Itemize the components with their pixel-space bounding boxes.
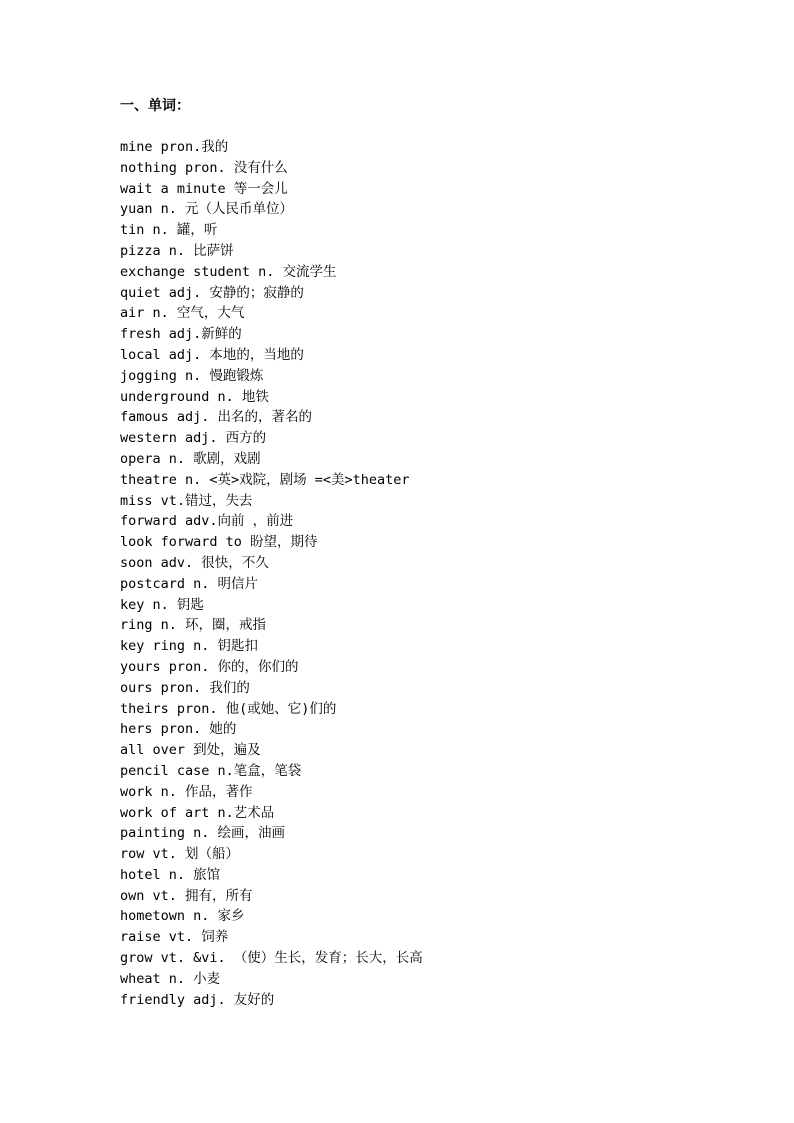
vocabulary-entry: hotel n. 旅馆 bbox=[120, 866, 221, 883]
vocabulary-entry: miss vt.错过，失去 bbox=[120, 492, 253, 509]
vocabulary-entry: row vt. 划（船） bbox=[120, 846, 240, 863]
vocabulary-entry: work n. 作品，著作 bbox=[120, 783, 253, 800]
vocabulary-entry: wait a minute 等一会儿 bbox=[120, 180, 288, 197]
vocabulary-entry: grow vt. &vi. （使）生长，发育；长大，长高 bbox=[120, 950, 423, 967]
vocabulary-entry: raise vt. 饲养 bbox=[120, 929, 229, 946]
vocabulary-entry: friendly adj. 友好的 bbox=[120, 991, 275, 1008]
vocabulary-entry: nothing pron. 没有什么 bbox=[120, 159, 288, 176]
vocabulary-entry: wheat n. 小麦 bbox=[120, 970, 221, 987]
vocabulary-entry: pizza n. 比萨饼 bbox=[120, 242, 234, 259]
vocabulary-entry: yuan n. 元（人民币单位） bbox=[120, 201, 294, 218]
vocabulary-entry: own vt. 拥有，所有 bbox=[120, 887, 253, 904]
vocabulary-entry: air n. 空气，大气 bbox=[120, 305, 245, 322]
vocabulary-entry: theatre n. <英>戏院，剧场 =<美>theater bbox=[120, 471, 410, 488]
section-heading: 一、单词： bbox=[120, 98, 190, 114]
vocabulary-entry: look forward to 盼望，期待 bbox=[120, 534, 318, 551]
vocabulary-entry: postcard n. 明信片 bbox=[120, 575, 259, 592]
vocabulary-entry: tin n. 罐，听 bbox=[120, 222, 218, 239]
vocabulary-entry: theirs pron. 他(或她、它)们的 bbox=[120, 700, 337, 717]
vocabulary-entry: ring n. 环，圈，戒指 bbox=[120, 617, 267, 634]
vocabulary-entry: key n. 钥匙 bbox=[120, 596, 204, 613]
vocabulary-entry: painting n. 绘画，油画 bbox=[120, 825, 286, 842]
vocabulary-entry: local adj. 本地的，当地的 bbox=[120, 346, 304, 363]
vocabulary-entry: famous adj. 出名的，著名的 bbox=[120, 409, 313, 426]
vocabulary-entry: hers pron. 她的 bbox=[120, 721, 237, 738]
vocabulary-entry: underground n. 地铁 bbox=[120, 388, 269, 405]
vocabulary-entry: fresh adj.新鲜的 bbox=[120, 326, 242, 343]
vocabulary-entry: key ring n. 钥匙扣 bbox=[120, 638, 259, 655]
vocabulary-list bbox=[120, 137, 423, 1010]
vocabulary-entry: soon adv. 很快，不久 bbox=[120, 554, 269, 571]
vocabulary-entry: western adj. 西方的 bbox=[120, 430, 267, 447]
vocabulary-entry: ours pron. 我们的 bbox=[120, 679, 250, 696]
vocabulary-entry: opera n. 歌剧，戏剧 bbox=[120, 450, 261, 467]
vocabulary-entry: forward adv.向前 ，前进 bbox=[120, 513, 294, 530]
vocabulary-entry: work of art n.艺术品 bbox=[120, 804, 275, 821]
vocabulary-entry: pencil case n.笔盒，笔袋 bbox=[120, 762, 302, 779]
vocabulary-entry: quiet adj. 安静的；寂静的 bbox=[120, 284, 304, 301]
vocabulary-entry: jogging n. 慢跑锻炼 bbox=[120, 367, 264, 384]
vocabulary-entry: yours pron. 你的，你们的 bbox=[120, 658, 299, 675]
vocabulary-entry: hometown n. 家乡 bbox=[120, 908, 245, 925]
vocabulary-entry: exchange student n. 交流学生 bbox=[120, 263, 337, 280]
vocabulary-entry: mine pron.我的 bbox=[120, 139, 229, 155]
vocabulary-entry: all over 到处，遍及 bbox=[120, 742, 261, 759]
